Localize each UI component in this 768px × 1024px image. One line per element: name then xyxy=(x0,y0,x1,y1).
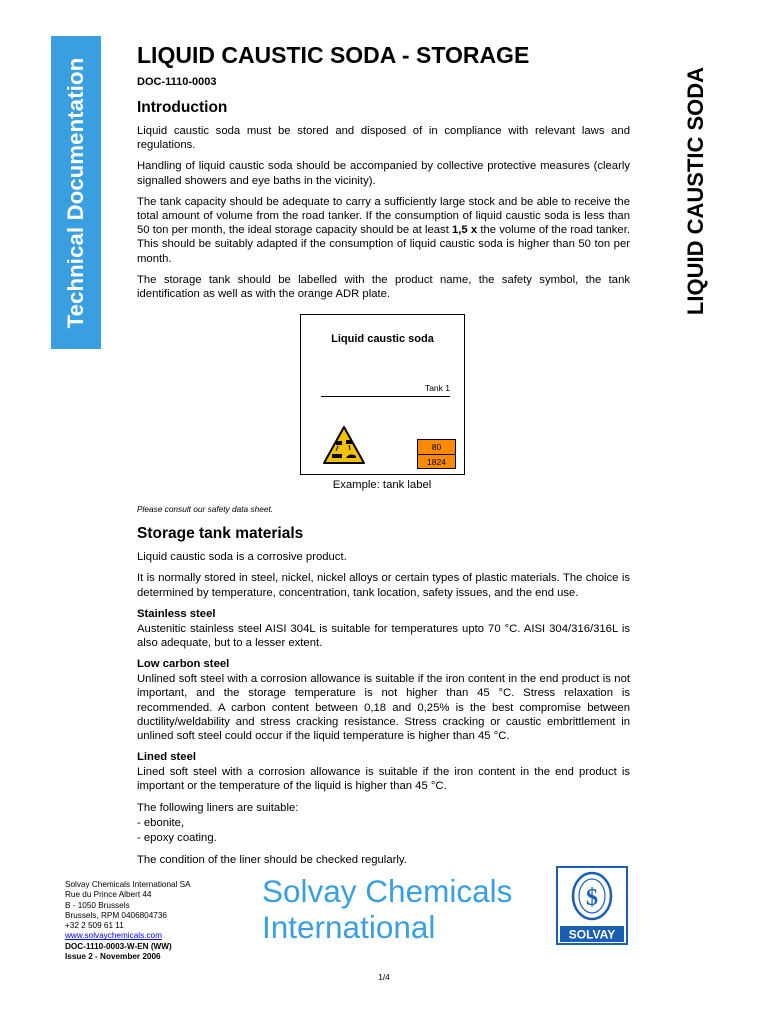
product-vertical-title: LIQUID CAUSTIC SODA xyxy=(683,66,708,316)
stainless-heading: Stainless steel xyxy=(137,607,216,620)
stainless-text: Austenitic stainless steel AISI 304L is suitable for temperatures upto 70 °C. AISI 304/316/316L is also adequate, but to a lesser extent. xyxy=(137,622,630,650)
corrosive-hazard-icon xyxy=(322,425,366,465)
issue-date: Issue 2 - November 2006 xyxy=(65,952,161,962)
lined-heading: Lined steel xyxy=(137,751,197,764)
tank-label-example xyxy=(300,314,465,475)
storage-paragraph-1: Liquid caustic soda is a corrosive product. xyxy=(137,551,347,564)
liner-check-text: The condition of the liner should be checked regularly. xyxy=(137,853,407,866)
company-rpm: Brussels, RPM 0406804736 xyxy=(65,910,167,920)
page-number: 1/4 xyxy=(378,972,390,982)
address-city: B - 1050 Brussels xyxy=(65,900,130,910)
tank-label-line xyxy=(321,396,450,397)
intro-paragraph-2: Handling of liquid caustic soda should be accompanied by collective protective measures (clearly signalled showers and eye baths in the vicinity). xyxy=(137,160,630,187)
company-name: Solvay Chemicals International SA xyxy=(65,880,191,889)
side-band-label: Technical Documentation xyxy=(63,57,88,328)
adr-plate xyxy=(417,439,456,469)
lined-text: Lined soft steel with a corrosion allowance is suitable if the iron content in the end product is important or the temperature of the liquid is higher than 45 °C. xyxy=(137,766,630,793)
address-street: Rue du Prince Albert 44 xyxy=(65,890,152,900)
brand-wordmark: Solvay Chemicals International xyxy=(262,873,513,945)
doc-code: DOC-1110-0003-W-EN (WW) xyxy=(65,941,172,951)
liner-item: - ebonite, xyxy=(137,816,185,829)
svg-text:SOLVAY: SOLVAY xyxy=(568,927,616,942)
adr-un-number: 1824 xyxy=(427,457,446,468)
liner-item: - epoxy coating. xyxy=(137,831,217,844)
storage-paragraph-2: It is normally stored in steel, nickel, nickel alloys or certain types of plastic materials. The choice is determined by temperature, concentration, tank location, safety issues, and the end use. xyxy=(137,572,630,599)
page-title: LIQUID CAUSTIC SODA - STORAGE xyxy=(137,42,530,68)
tank-label-id: Tank 1 xyxy=(424,383,450,394)
liners-intro: The following liners are suitable: xyxy=(137,801,299,814)
lowcarbon-text: Unlined soft steel with a corrosion allowance is suitable if the iron content in the end product is not important, and the storage temperature is not higher than 45 °C. Stress relaxation is recommended. A carbon content between 0,18 and 0,25% is the best compromise between ductility/weldability and stress cracking resistance. Stress cracking or caustic embrittlement in unlined soft steel could occur if the liquid temperature is higher than 45 °C. xyxy=(137,673,630,743)
tank-label-caption: Example: tank label xyxy=(332,479,432,492)
capacity-factor: 1,5 x xyxy=(452,224,478,237)
company-address xyxy=(65,880,191,962)
tank-label-title: Liquid caustic soda xyxy=(331,333,434,346)
doc-number: DOC-1110-0003 xyxy=(137,76,217,88)
lowcarbon-heading: Low carbon steel xyxy=(137,658,230,671)
introduction-heading: Introduction xyxy=(137,99,228,116)
intro-paragraph-1: Liquid caustic soda must be stored and disposed of in compliance with relevant laws and regulations. xyxy=(137,125,630,152)
website-link[interactable]: www.solvaychemicals.com xyxy=(65,931,162,941)
document-body xyxy=(137,40,630,868)
company-phone: +32 2 509 61 11 xyxy=(65,921,124,931)
intro-paragraph-4: The storage tank should be labelled with the product name, the safety symbol, the tank identification as well as with the orange ADR plate. xyxy=(137,273,630,301)
storage-heading: Storage tank materials xyxy=(137,525,304,543)
safety-note: Please consult our safety data sheet. xyxy=(137,504,274,515)
intro-paragraph-3: The tank capacity should be adequate to carry a sufficiently large stock and be able to receive the total amount of volume from the road tanker. If the consumption of liquid caustic soda is less than 50 ton per month, the ideal storage capacity should be at least 1,5 x the volume of the road tanker. This should be suitably adapted if the consumption of liquid caustic soda is higher than 50 ton per month. xyxy=(137,195,630,265)
svg-text:$: $ xyxy=(586,885,598,911)
solvay-logo-icon xyxy=(556,866,628,945)
adr-hazard-number: 80 xyxy=(418,440,455,455)
